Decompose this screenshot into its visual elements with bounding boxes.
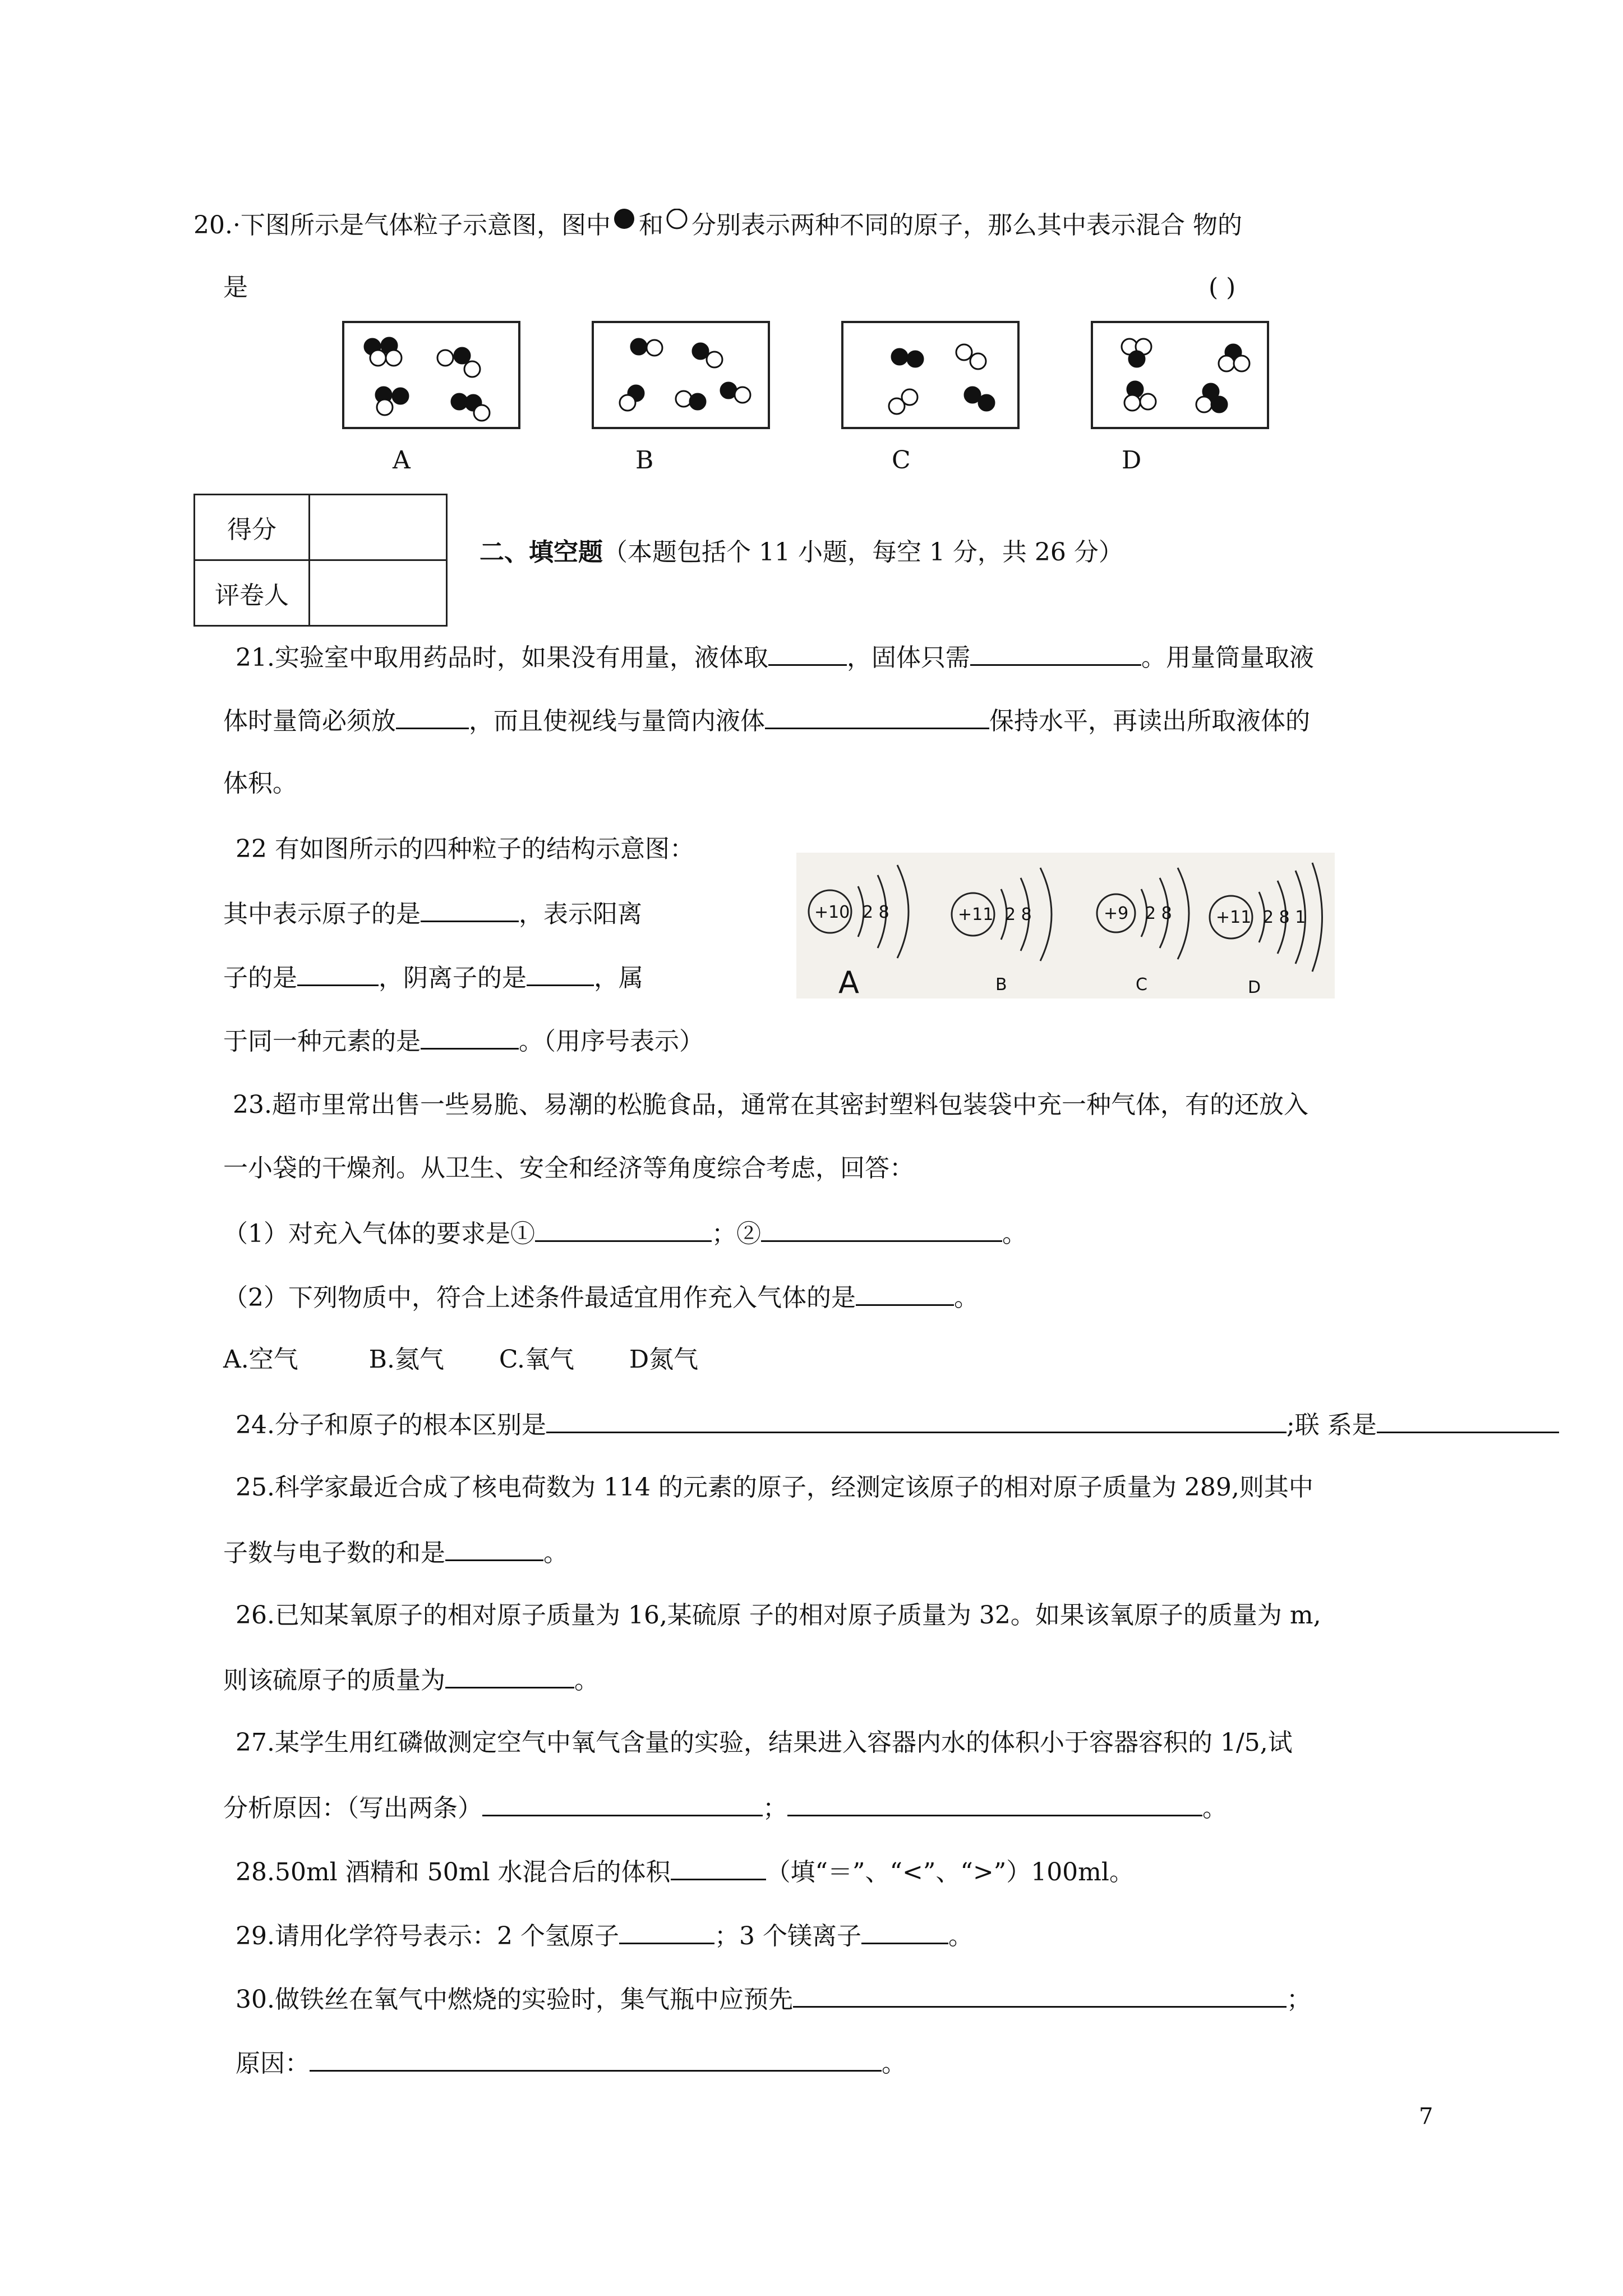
q24-text-b: ;联 系是 bbox=[1286, 1411, 1377, 1439]
particle-d-label: D bbox=[1248, 978, 1261, 997]
q23-blank-3[interactable] bbox=[856, 1280, 954, 1306]
q22-text-3a: 子的是 bbox=[223, 964, 297, 992]
q20-option-d-diagram bbox=[1091, 321, 1269, 429]
score-label: 得分 bbox=[195, 495, 310, 560]
q22-line3 bbox=[223, 960, 643, 995]
option-b-particles-icon bbox=[594, 323, 768, 427]
q21-text-d: 体时量筒必须放 bbox=[223, 707, 396, 735]
q20-option-b-diagram bbox=[592, 321, 770, 429]
q20-line1 bbox=[193, 209, 1242, 242]
q26-blank[interactable] bbox=[445, 1662, 574, 1688]
particle-b-shells: 2 8 bbox=[1005, 905, 1032, 924]
q20-option-label-b: B bbox=[635, 446, 654, 475]
q22-text-4a: 于同一种元素的是 bbox=[223, 1027, 421, 1056]
q29-text-a: 29.请用化学符号表示：2 个氢原子 bbox=[236, 1922, 619, 1950]
q26-text-2a: 则该硫原子的质量为 bbox=[223, 1666, 445, 1695]
q22-line4 bbox=[223, 1023, 704, 1059]
q30-blank-1[interactable] bbox=[793, 1981, 1287, 2008]
q25-line2 bbox=[223, 1535, 568, 1570]
q21-text-f: 保持水平，再读出所取液体的 bbox=[989, 707, 1310, 735]
q29-text-b: ；3 个镁离子 bbox=[714, 1922, 861, 1950]
q23-choices: A.空气 B.氦气 C.氧气 D氮气 bbox=[223, 1345, 699, 1374]
q24-blank-2[interactable] bbox=[1377, 1407, 1559, 1433]
q21-blank-3[interactable] bbox=[396, 703, 469, 729]
q29-blank-1[interactable] bbox=[619, 1918, 714, 1944]
q28-line bbox=[236, 1854, 1134, 1889]
q20-option-label-d: D bbox=[1122, 446, 1142, 475]
q23-blank-2[interactable] bbox=[761, 1216, 1002, 1242]
particle-a-nucleus: +10 bbox=[814, 903, 850, 922]
q27-text-2b: ； bbox=[763, 1794, 787, 1823]
q29-text-c: 。 bbox=[948, 1922, 973, 1950]
q30-text-2b: 。 bbox=[882, 2049, 906, 2078]
q30-text-1a: 30.做铁丝在氧气中燃烧的实验时，集气瓶中应预先 bbox=[236, 1985, 793, 2014]
q21-blank-4[interactable] bbox=[765, 703, 989, 729]
q20-option-a-diagram bbox=[342, 321, 520, 429]
q21-line1 bbox=[236, 639, 1314, 675]
option-c-particles-icon bbox=[843, 323, 1017, 427]
q22-line2 bbox=[223, 896, 642, 931]
section-2-note: （本题包括个 11 小题，每空 1 分，共 26 分） bbox=[603, 538, 1123, 567]
q21-line2 bbox=[223, 703, 1310, 738]
q22-blank-4[interactable] bbox=[421, 1023, 519, 1050]
q21-text-e: ，而且使视线与量筒内液体 bbox=[469, 707, 765, 735]
q20-text-a: 20.·下图所示是气体粒子示意图，图中 bbox=[193, 211, 611, 240]
particle-d-nucleus: +11 bbox=[1216, 908, 1252, 927]
option-a-particles-icon bbox=[344, 323, 518, 427]
particle-b-nucleus: +11 bbox=[958, 905, 994, 924]
q21-text-c: 。用量筒量取液 bbox=[1141, 643, 1314, 672]
q25-blank[interactable] bbox=[445, 1535, 543, 1561]
q22-text-4b: 。（用序号表示） bbox=[519, 1027, 704, 1056]
q22-blank-1[interactable] bbox=[421, 896, 519, 922]
grader-value-cell bbox=[310, 560, 447, 626]
white-circle-icon bbox=[663, 209, 691, 242]
q21-blank-2[interactable] bbox=[970, 639, 1141, 666]
q27-line2 bbox=[223, 1790, 1227, 1825]
q20-text-b: 和 bbox=[638, 211, 663, 240]
q23-text-3b: ；② bbox=[712, 1220, 761, 1248]
q20-option-label-c: C bbox=[892, 446, 911, 475]
grader-label: 评卷人 bbox=[195, 560, 310, 626]
q22-text-2b: ，表示阳离 bbox=[519, 900, 642, 928]
q30-text-1b: ； bbox=[1286, 1985, 1311, 2014]
q23-line1: 23.超市里常出售一些易脆、易潮的松脆食品，通常在其密封塑料包装袋中充一种气体，有的还放入 bbox=[233, 1091, 1308, 1119]
q21-text-a: 21.实验室中取用药品时，如果没有用量，液体取 bbox=[236, 643, 768, 672]
q26-text-2b: 。 bbox=[574, 1666, 599, 1695]
q24-blank-1[interactable] bbox=[546, 1407, 1287, 1433]
q24-line bbox=[236, 1407, 1559, 1442]
q21-line3: 体积。 bbox=[223, 769, 297, 798]
q22-blank-2[interactable] bbox=[297, 960, 379, 986]
q27-blank-1[interactable] bbox=[482, 1790, 763, 1816]
q21-blank-1[interactable] bbox=[768, 639, 847, 666]
q23-text-4a: （2）下列物质中，符合上述条件最适宜用作充入气体的是 bbox=[223, 1283, 856, 1312]
q29-line bbox=[236, 1918, 973, 1953]
q25-text-2b: 。 bbox=[543, 1539, 568, 1567]
q20-answer-paren: ( ) bbox=[1209, 273, 1236, 302]
q22-blank-3[interactable] bbox=[527, 960, 594, 986]
q20-option-label-a: A bbox=[393, 446, 411, 475]
q28-blank[interactable] bbox=[671, 1854, 766, 1880]
option-d-particles-icon bbox=[1093, 323, 1267, 427]
q29-blank-2[interactable] bbox=[861, 1918, 948, 1944]
q23-line3 bbox=[223, 1216, 1027, 1251]
q28-text-a: 28.50ml 酒精和 50ml 水混合后的体积 bbox=[236, 1858, 671, 1887]
q22-line1: 22 有如图所示的四种粒子的结构示意图： bbox=[236, 835, 694, 863]
q27-blank-2[interactable] bbox=[787, 1790, 1202, 1816]
q22-text-3b: ，阴离子的是 bbox=[379, 964, 527, 992]
particle-b-label: B bbox=[995, 975, 1007, 995]
particle-c-nucleus: +9 bbox=[1104, 904, 1129, 923]
particle-c-label: C bbox=[1136, 975, 1147, 995]
score-table bbox=[193, 494, 448, 627]
q30-line1 bbox=[236, 1981, 1311, 2017]
q26-line2 bbox=[223, 1662, 599, 1697]
score-value-cell bbox=[310, 495, 447, 560]
q25-line1: 25.科学家最近合成了核电荷数为 114 的元素的原子，经测定该原子的相对原子质量为 289,则其中 bbox=[236, 1473, 1313, 1502]
q25-text-2a: 子数与电子数的和是 bbox=[223, 1539, 445, 1567]
q30-text-2a: 原因： bbox=[236, 2049, 310, 2078]
q27-text-2c: 。 bbox=[1202, 1794, 1227, 1823]
q22-text-3c: ，属 bbox=[594, 964, 643, 992]
q28-text-b: （填“＝”、“<”、“>”）100ml。 bbox=[766, 1858, 1134, 1887]
q27-text-2a: 分析原因：（写出两条） bbox=[223, 1794, 482, 1823]
q23-blank-1[interactable] bbox=[535, 1216, 712, 1242]
q30-line2 bbox=[236, 2045, 906, 2081]
q20-line2: 是 bbox=[223, 273, 248, 302]
particle-a-label: A bbox=[838, 965, 859, 999]
q23-line4 bbox=[223, 1280, 979, 1315]
section-2-header bbox=[479, 536, 1123, 569]
q27-line1: 27.某学生用红磷做测定空气中氧气含量的实验，结果进入容器内水的体积小于容器容积的 1/5,试 bbox=[236, 1728, 1293, 1757]
q24-text-a: 24.分子和原子的根本区别是 bbox=[236, 1411, 546, 1439]
q22-text-2a: 其中表示原子的是 bbox=[223, 900, 421, 928]
q20-text-c: 分别表示两种不同的原子，那么其中表示混合 物的 bbox=[691, 211, 1242, 240]
q23-text-3c: 。 bbox=[1002, 1220, 1027, 1248]
atomic-structure-diagrams bbox=[796, 853, 1335, 999]
particle-c-shells: 2 8 bbox=[1145, 904, 1172, 923]
black-circle-icon bbox=[611, 209, 639, 242]
q20-option-c-diagram bbox=[841, 321, 1020, 429]
page-number: 7 bbox=[1419, 2104, 1433, 2129]
particle-d-shells: 2 8 1 bbox=[1263, 908, 1306, 927]
q23-text-4b: 。 bbox=[954, 1283, 979, 1312]
q23-line2: 一小袋的干燥剂。从卫生、安全和经济等角度综合考虑，回答： bbox=[223, 1154, 914, 1182]
q30-blank-2[interactable] bbox=[310, 2045, 882, 2072]
q21-text-b: ，固体只需 bbox=[846, 643, 970, 672]
q26-line1: 26.已知某氧原子的相对原子质量为 16,某硫原 子的相对原子质量为 32。如果该氧原子的质量为 m, bbox=[236, 1601, 1321, 1630]
particle-a-shells: 2 8 bbox=[863, 903, 889, 922]
section-2-title: 二、填空题 bbox=[479, 538, 603, 567]
q23-text-3a: （1）对充入气体的要求是① bbox=[223, 1220, 535, 1248]
